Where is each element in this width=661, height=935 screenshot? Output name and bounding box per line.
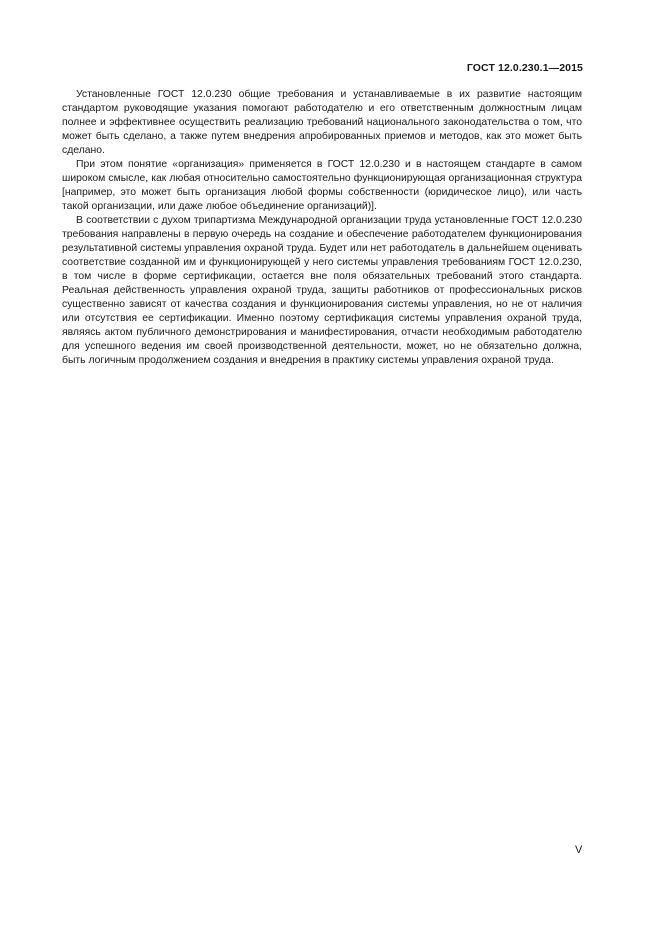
paragraph-organization-definition: При этом понятие «организация» применяется в ГОСТ 12.0.230 и в настоящем стандарте в самом широком смысле, как любая относительно самостоятельно функционирующая организационная структура [например, это может быть организация любой формы собственности (юридическое лицо), или часть такой организации, или даже любое объединение организаций)]. <box>62 159 582 212</box>
paragraph-tripartism: В соответствии с духом трипартизма Международной организации труда установленные ГОСТ 12.0.230 требования направлены в первую очередь на создание и обеспечение работодателем функционирования результативной системы управления охраной труда. Будет или нет работодатель в дальнейшем оценивать соответствие созданной им и функционирующей у него системы управления требованиям ГОСТ 12.0.230, в том числе в форме сертификации, остается вне поля обязательных требований этого стандарта. Реальная действенность управления охраной труда, защиты работников от профессиональных рисков существенно зависят от качества создания и функционирования системы управления, но не от наличия или отсутствия ее сертификации. Именно поэтому сертификация системы управления охраной труда, являясь актом публичного демонстрирования и манифестирования, отчасти необходимым работодателю для успешного ведения им своей производственной деятельности, может, но не обязательно должна, быть логичным продолжением создания и внедрения в практику системы управления охраной труда. <box>62 215 582 366</box>
document-header-code: ГОСТ 12.0.230.1—2015 <box>466 62 583 74</box>
paragraph-intro: Установленные ГОСТ 12.0.230 общие требования и устанавливаемые в их развитие настоящим стандартом руководящие указания помогают работодателю и его ответственным должностным лицам полнее и эффективнее осуществить реализацию требований национального законодательства о том, что может быть сделано, а также путем внедрения апробированных приемов и методов, как это может быть сделано. <box>62 89 582 156</box>
document-body <box>62 88 582 368</box>
page-number: V <box>575 844 583 856</box>
